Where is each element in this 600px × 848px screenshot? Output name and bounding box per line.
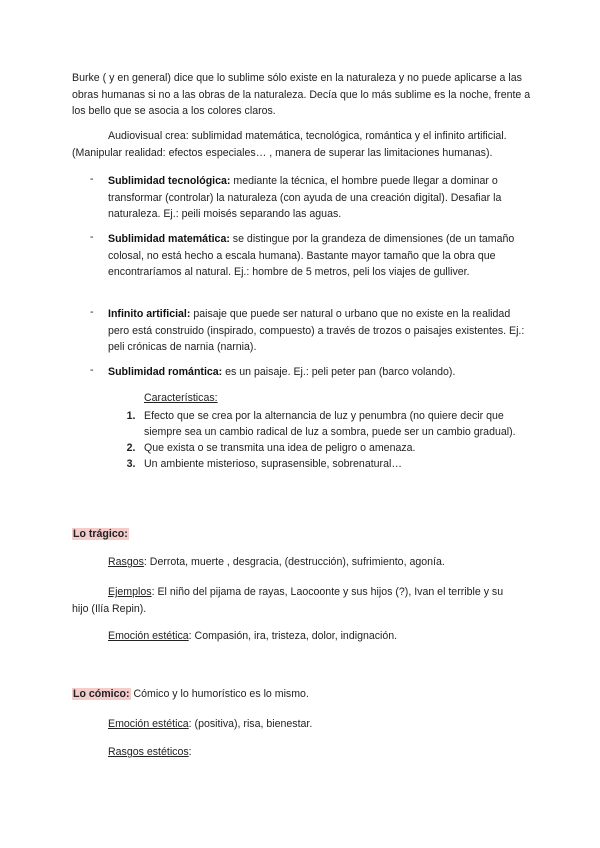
tragico-title: Lo trágico: [73, 528, 128, 540]
bullet-term: Sublimidad matemática: [108, 233, 230, 245]
bullet-text: paisaje que puede ser natural o urbano que no existe en la realidad pero está construido (inspirado, compuesto) a través de trozos o paisajes existentes. Ej.: peli crónicas de narnia (narnia). [108, 308, 525, 353]
tragico-ejemplos: Ejemplos: El niño del pijama de rayas, Laocoonte y sus hijos (?), Ivan el terrible y su hijo (Ilía Repin). [72, 586, 504, 615]
bullet-term: Infinito artificial: [108, 308, 191, 320]
comico-title: Lo cómico: [73, 688, 130, 700]
rasgos-label: Rasgos [108, 556, 144, 568]
tragico-emocion: Emoción estética: Compasión, ira, tristeza, dolor, indignación. [108, 630, 398, 642]
bullet-term: Sublimidad tecnológica: [108, 175, 231, 187]
bullet-term: Sublimidad romántica: [108, 366, 223, 378]
bullet-dash: - [90, 364, 94, 376]
ejemplos-label: Ejemplos [108, 586, 152, 598]
comico-heading: Lo cómico: Cómico y lo humorístico es lo mismo. [73, 688, 309, 700]
comico-rasgos: Rasgos estéticos: [108, 746, 192, 758]
bullet-dash: - [90, 306, 94, 318]
emocion-label: Emoción estética [108, 718, 189, 730]
rasgos-esteticos-label: Rasgos estéticos [108, 746, 189, 758]
bullet-text: mediante la técnica, el hombre puede llegar a dominar o transformar (controlar) la naturaleza (con ayuda de una creación digital). Desafiar la naturaleza. Ej.: peili moisés separando las aguas. [108, 175, 502, 220]
bullet-dash: - [90, 231, 94, 243]
emocion-label: Emoción estética [108, 630, 189, 642]
audiovisual-line-1: Audiovisual crea: sublimidad matemática, tecnológica, romántica y el infinito artificial. [108, 130, 507, 142]
bullet-sublimidad-matematica [90, 231, 530, 281]
list-item: 1. Efecto que se crea por la alternancia de luz y penumbra (no quiere decir que siempre sea un cambio radical de luz a sombra, puede ser un cambio gradual). [126, 410, 516, 438]
audiovisual-line-2: (Manipular realidad: efectos especiales… , manera de superar las limitaciones humanas). [72, 146, 493, 159]
caracteristicas-title: Características: [144, 392, 218, 404]
bullet-dash: - [90, 173, 94, 185]
tragico-heading [72, 526, 129, 543]
tragico-rasgos: Rasgos: Derrota, muerte , desgracia, (destrucción), sufrimiento, agonía. [108, 556, 445, 568]
comico-emocion: Emoción estética: (positiva), risa, bienestar. [108, 718, 313, 730]
bullet-sublimidad-tecnologica [90, 173, 530, 223]
list-item: 3. Un ambiente misterioso, suprasensible, sobrenatural… [126, 458, 402, 470]
bullet-infinito-artificial [90, 306, 530, 356]
intro-paragraph: Burke ( y en general) dice que lo sublime sólo existe en la naturaleza y no puede aplicarse a las obras humanas si no a las obras de la naturaleza. Decía que lo más sublime es la noche, frente a los bello que se asocia a los colores claros. [72, 72, 531, 117]
bullet-sublimidad-romantica [90, 364, 530, 381]
bullet-text: se distingue por la grandeza de dimensiones (de un tamaño colosal, no está hecho a escala humana). Bastante mayor tamaño que la obra que encontraríamos al natural. Ej.: hombre de 5 metros, peli los viajes de gulliver. [108, 233, 515, 278]
caracteristicas-list [118, 408, 528, 472]
audiovisual-paragraph [72, 128, 542, 161]
list-item: 2. Que exista o se transmita una idea de peligro o amenaza. [126, 442, 416, 454]
bullet-text: es un paisaje. Ej.: peli peter pan (barco volando). [222, 366, 456, 378]
